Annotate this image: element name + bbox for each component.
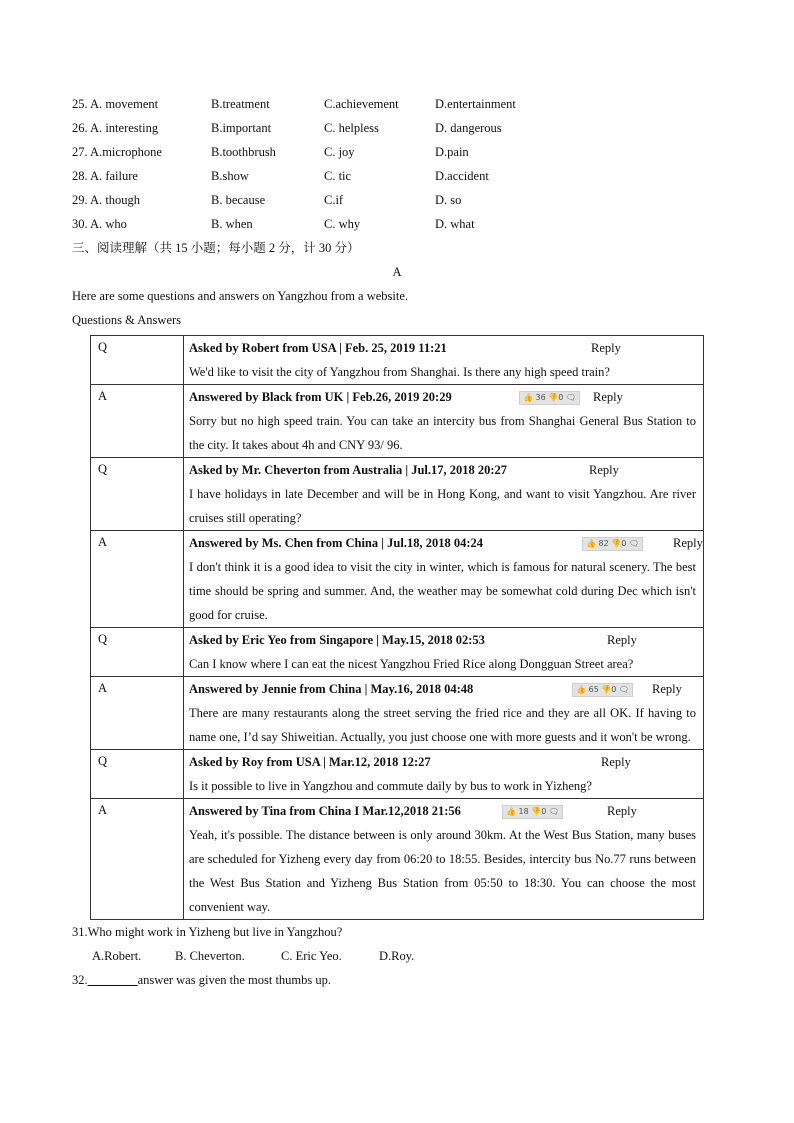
- thumbs-up-icon[interactable]: 👍: [506, 807, 516, 816]
- qa-type-label: Q: [91, 750, 184, 799]
- option-c: C.if: [324, 193, 344, 207]
- qa-author: Answered by Jennie from China | May.16, 2018 04:48: [189, 682, 474, 696]
- reply-link[interactable]: Reply: [607, 633, 637, 647]
- option-c: C. tic: [324, 169, 352, 183]
- upvote-count: 36: [535, 393, 546, 402]
- qa-type-label: Q: [91, 458, 184, 531]
- option-row-29: [72, 188, 712, 212]
- upvote-count: 18: [518, 807, 529, 816]
- upvote-count: 65: [588, 685, 599, 694]
- option-c: C.achievement: [324, 97, 399, 111]
- qa-row: [91, 336, 704, 385]
- question-31-options: [72, 944, 712, 968]
- question-32: 32.________answer was given the most thumbs up.: [72, 973, 332, 987]
- option-b: B.show: [211, 169, 249, 183]
- thumbs-down-icon[interactable]: 👎: [611, 539, 622, 548]
- reply-link[interactable]: Reply: [601, 755, 631, 769]
- qa-header: [189, 677, 696, 701]
- qa-text: Sorry but no high speed train. You can take an intercity bus from Shanghai General Bus Station to the city. It takes about 4h and CNY 93/ 96.: [189, 414, 696, 452]
- qa-header: [189, 385, 696, 409]
- reply-link[interactable]: Reply: [652, 682, 682, 696]
- qa-text: We'd like to visit the city of Yangzhou from Shanghai. Is there any high speed train?: [189, 365, 610, 379]
- exam-page: [72, 92, 712, 992]
- option-row-25: [72, 92, 712, 116]
- qa-text: Is it possible to live in Yangzhou and commute daily by bus to work in Yizheng?: [189, 779, 592, 793]
- reply-link[interactable]: Reply: [593, 390, 623, 404]
- qa-author: Asked by Roy from USA | Mar.12, 2018 12:27: [189, 755, 431, 769]
- qa-type-label: Q: [91, 336, 184, 385]
- qa-header: [189, 799, 696, 823]
- option-row-26: [72, 116, 712, 140]
- downvote-count: 0: [621, 539, 627, 548]
- downvote-count: 0: [558, 393, 564, 402]
- option-b: B. when: [211, 217, 253, 231]
- qa-type-label: Q: [91, 628, 184, 677]
- section-title: 三、阅读理解（共 15 小题；每小题 2 分，计 30 分）: [72, 241, 360, 255]
- qa-type-label: A: [91, 677, 184, 750]
- thumbs-down-icon[interactable]: 👎: [531, 807, 542, 816]
- qa-type-label: A: [91, 799, 184, 920]
- comment-icon[interactable]: 🗨: [628, 539, 640, 548]
- qa-header: [189, 750, 696, 774]
- reply-link[interactable]: Reply: [607, 804, 637, 818]
- option-a: 30. A. who: [72, 217, 127, 231]
- answer-blank[interactable]: ________: [87, 973, 138, 987]
- qa-text: I have holidays in late December and will be in Hong Kong, and want to visit Yangzhou. Are river cruises still operating?: [189, 487, 696, 525]
- qa-type-label: A: [91, 531, 184, 628]
- qa-body: [184, 750, 704, 799]
- qa-row: [91, 799, 704, 920]
- option-c: C. helpless: [324, 121, 379, 135]
- thumbs-up-icon[interactable]: 👍: [586, 539, 596, 548]
- option-a: 25. A. movement: [72, 97, 159, 111]
- option-d: D.accident: [435, 169, 489, 183]
- qa-header: [189, 458, 696, 482]
- thumbs-down-icon[interactable]: 👎: [548, 393, 559, 402]
- qa-text: Yeah, it's possible. The distance between is only around 30km. At the West Bus Station, many buses are scheduled for Yizheng every day from 06:20 to 18:55. Besides, intercity bus No.77 runs between the West Bus Station and Yizheng Bus Station from 05:50 to 18:30. You can choose the most convenient way.: [189, 828, 696, 914]
- qa-row: [91, 385, 704, 458]
- downvote-count: 0: [541, 807, 547, 816]
- option-a: 28. A. failure: [72, 169, 138, 183]
- question-31-stem: 31.Who might work in Yizheng but live in Yangzhou?: [72, 925, 343, 939]
- vote-badge[interactable]: [519, 391, 580, 405]
- q31-option-c[interactable]: C. Eric Yeo.: [281, 949, 342, 963]
- passage-intro: Here are some questions and answers on Yangzhou from a website.: [72, 289, 409, 303]
- qa-text: I don't think it is a good idea to visit the city in winter, which is famous for natural scenery. The best time should be spring and summer. And, the weather may be somewhat cold during Dec which isn't good for cruise.: [189, 560, 696, 622]
- qa-body: [184, 458, 704, 531]
- qa-author: Asked by Robert from USA | Feb. 25, 2019 11:21: [189, 341, 447, 355]
- qa-table: [90, 335, 704, 920]
- qa-author: Answered by Tina from China I Mar.12,2018 21:56: [189, 804, 461, 818]
- passage-label: A: [392, 265, 402, 279]
- option-b: B.important: [211, 121, 272, 135]
- qa-title: Questions & Answers: [72, 313, 182, 327]
- qa-body: [184, 677, 704, 750]
- option-b: B.treatment: [211, 97, 270, 111]
- option-d: D. so: [435, 193, 462, 207]
- option-d: D.entertainment: [435, 97, 516, 111]
- question-32-stem: answer was given the most thumbs up.: [137, 973, 332, 987]
- comment-icon[interactable]: 🗨: [565, 393, 577, 402]
- upvote-count: 82: [598, 539, 609, 548]
- qa-type-label: A: [91, 385, 184, 458]
- qa-body: [184, 531, 704, 628]
- option-a: 29. A. though: [72, 193, 141, 207]
- option-b: B.toothbrush: [211, 145, 276, 159]
- qa-body: [184, 385, 704, 458]
- q31-option-b[interactable]: B. Cheverton.: [175, 949, 245, 963]
- vote-badge[interactable]: [572, 683, 633, 697]
- cloze-options: [72, 92, 712, 236]
- option-row-28: [72, 164, 712, 188]
- qa-header: [189, 531, 703, 555]
- qa-body: [184, 799, 704, 920]
- qa-row: [91, 677, 704, 750]
- reply-link[interactable]: Reply: [589, 463, 619, 477]
- vote-badge[interactable]: [502, 805, 563, 819]
- option-d: D. what: [435, 217, 475, 231]
- option-c: C. why: [324, 217, 361, 231]
- qa-row: [91, 458, 704, 531]
- option-c: C. joy: [324, 145, 355, 159]
- qa-text: Can I know where I can eat the nicest Yangzhou Fried Rice along Dongguan Street area?: [189, 657, 634, 671]
- qa-row: [91, 750, 704, 799]
- qa-body: [184, 336, 704, 385]
- qa-row: [91, 531, 704, 628]
- qa-header: [189, 336, 696, 360]
- qa-author: Answered by Ms. Chen from China | Jul.18, 2018 04:24: [189, 536, 483, 550]
- option-row-30: [72, 212, 712, 236]
- comment-icon[interactable]: 🗨: [548, 807, 560, 816]
- qa-author: Answered by Black from UK | Feb.26, 2019 20:29: [189, 390, 452, 404]
- q31-option-d[interactable]: D.Roy.: [379, 949, 415, 963]
- option-a: 26. A. interesting: [72, 121, 159, 135]
- reply-link[interactable]: Reply: [673, 536, 703, 550]
- option-a: 27. A.microphone: [72, 145, 162, 159]
- option-d: D.pain: [435, 145, 469, 159]
- option-d: D. dangerous: [435, 121, 502, 135]
- qa-body: [184, 628, 704, 677]
- q31-option-a[interactable]: A.Robert.: [92, 949, 142, 963]
- qa-author: Asked by Mr. Cheverton from Australia | Jul.17, 2018 20:27: [189, 463, 508, 477]
- downvote-count: 0: [611, 685, 617, 694]
- comment-icon[interactable]: 🗨: [618, 685, 630, 694]
- thumbs-down-icon[interactable]: 👎: [601, 685, 612, 694]
- option-row-27: [72, 140, 712, 164]
- reply-link[interactable]: Reply: [591, 341, 621, 355]
- thumbs-up-icon[interactable]: 👍: [576, 685, 586, 694]
- thumbs-up-icon[interactable]: 👍: [523, 393, 533, 402]
- qa-header: [189, 628, 696, 652]
- qa-row: [91, 628, 704, 677]
- qa-text: There are many restaurants along the street serving the fried rice and they are all OK. If having to name one, I’d say Shiweitian. Actually, you just choose one with more guests and it won't be wrong.: [189, 706, 696, 744]
- qa-author: Asked by Eric Yeo from Singapore | May.15, 2018 02:53: [189, 633, 485, 647]
- option-b: B. because: [211, 193, 266, 207]
- vote-badge[interactable]: [582, 537, 643, 551]
